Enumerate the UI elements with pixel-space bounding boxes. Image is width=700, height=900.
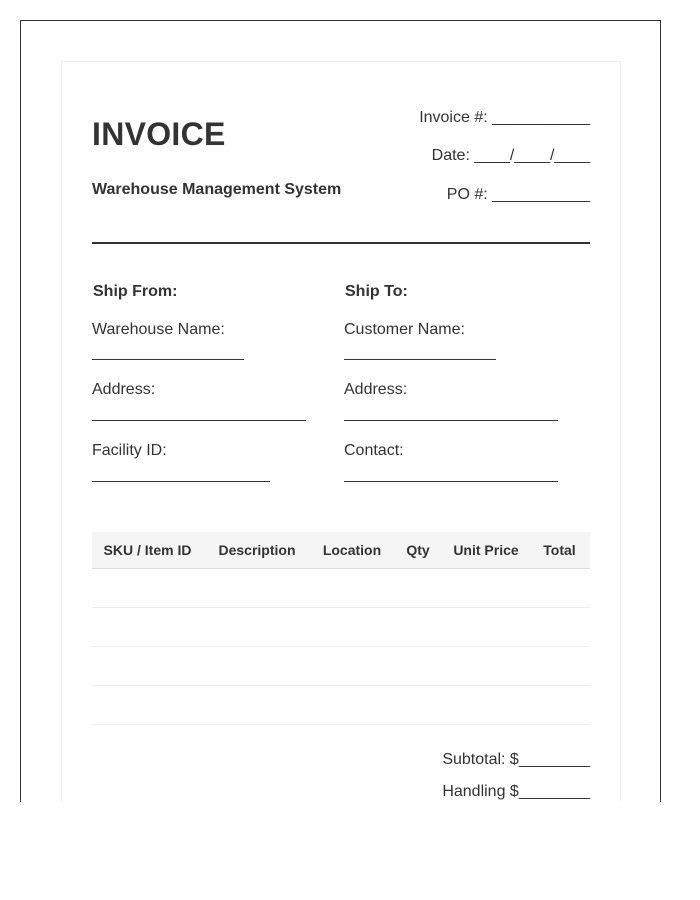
table-cell-total[interactable]	[529, 569, 590, 608]
ship-from-address-field[interactable]	[92, 420, 306, 421]
warehouse-name-label: Warehouse Name:	[92, 321, 225, 338]
invoice-number-field[interactable]: Invoice #: ___________	[419, 109, 590, 126]
ship-to-address-field[interactable]	[344, 420, 558, 421]
table-cell-qty[interactable]	[393, 608, 443, 647]
facility-id-field[interactable]	[92, 481, 270, 482]
ship-to-heading: Ship To:	[345, 283, 408, 300]
column-header-total: Total	[529, 532, 590, 569]
subtotal-field[interactable]: Subtotal: $________	[442, 751, 590, 768]
column-header-description: Description	[203, 532, 311, 569]
table-cell-qty[interactable]	[393, 647, 443, 686]
table-cell-unit-price[interactable]	[443, 647, 529, 686]
table-cell-sku[interactable]	[92, 686, 203, 725]
invoice-title: INVOICE	[92, 116, 226, 152]
table-cell-total[interactable]	[529, 647, 590, 686]
items-table-wrap	[92, 532, 590, 725]
header-divider	[92, 242, 590, 244]
capture-cutoff	[0, 802, 700, 900]
table-cell-qty[interactable]	[393, 569, 443, 608]
ship-from-heading: Ship From:	[93, 283, 178, 300]
column-header-sku: SKU / Item ID	[92, 532, 203, 569]
table-cell-unit-price[interactable]	[443, 686, 529, 725]
column-header-qty: Qty	[393, 532, 443, 569]
items-table-header-row	[92, 532, 590, 569]
table-cell-sku[interactable]	[92, 608, 203, 647]
customer-name-label: Customer Name:	[344, 321, 465, 338]
table-cell-unit-price[interactable]	[443, 608, 529, 647]
handling-field[interactable]: Handling $________	[442, 783, 590, 800]
contact-label: Contact:	[344, 442, 404, 459]
table-cell-location[interactable]	[311, 608, 393, 647]
table-cell-description[interactable]	[203, 647, 311, 686]
contact-field[interactable]	[344, 481, 558, 482]
column-header-unit-price: Unit Price	[443, 532, 529, 569]
table-cell-total[interactable]	[529, 686, 590, 725]
table-row	[92, 569, 590, 608]
ship-to-address-label: Address:	[344, 381, 408, 398]
table-cell-qty[interactable]	[393, 686, 443, 725]
facility-id-label: Facility ID:	[92, 442, 167, 459]
table-cell-sku[interactable]	[92, 569, 203, 608]
warehouse-name-field[interactable]	[92, 359, 244, 360]
customer-name-field[interactable]	[344, 359, 496, 360]
table-cell-description[interactable]	[203, 686, 311, 725]
table-cell-description[interactable]	[203, 569, 311, 608]
table-cell-description[interactable]	[203, 608, 311, 647]
table-cell-sku[interactable]	[92, 647, 203, 686]
table-row	[92, 647, 590, 686]
company-subtitle: Warehouse Management System	[92, 181, 342, 198]
column-header-location: Location	[311, 532, 393, 569]
table-row	[92, 686, 590, 725]
table-cell-location[interactable]	[311, 686, 393, 725]
table-cell-unit-price[interactable]	[443, 569, 529, 608]
table-cell-location[interactable]	[311, 647, 393, 686]
table-row	[92, 608, 590, 647]
invoice-date-field[interactable]: Date: ____/____/____	[431, 147, 590, 164]
table-cell-total[interactable]	[529, 608, 590, 647]
po-number-field[interactable]: PO #: ___________	[446, 186, 590, 203]
ship-from-address-label: Address:	[92, 381, 156, 398]
table-cell-location[interactable]	[311, 569, 393, 608]
items-table	[92, 532, 590, 725]
